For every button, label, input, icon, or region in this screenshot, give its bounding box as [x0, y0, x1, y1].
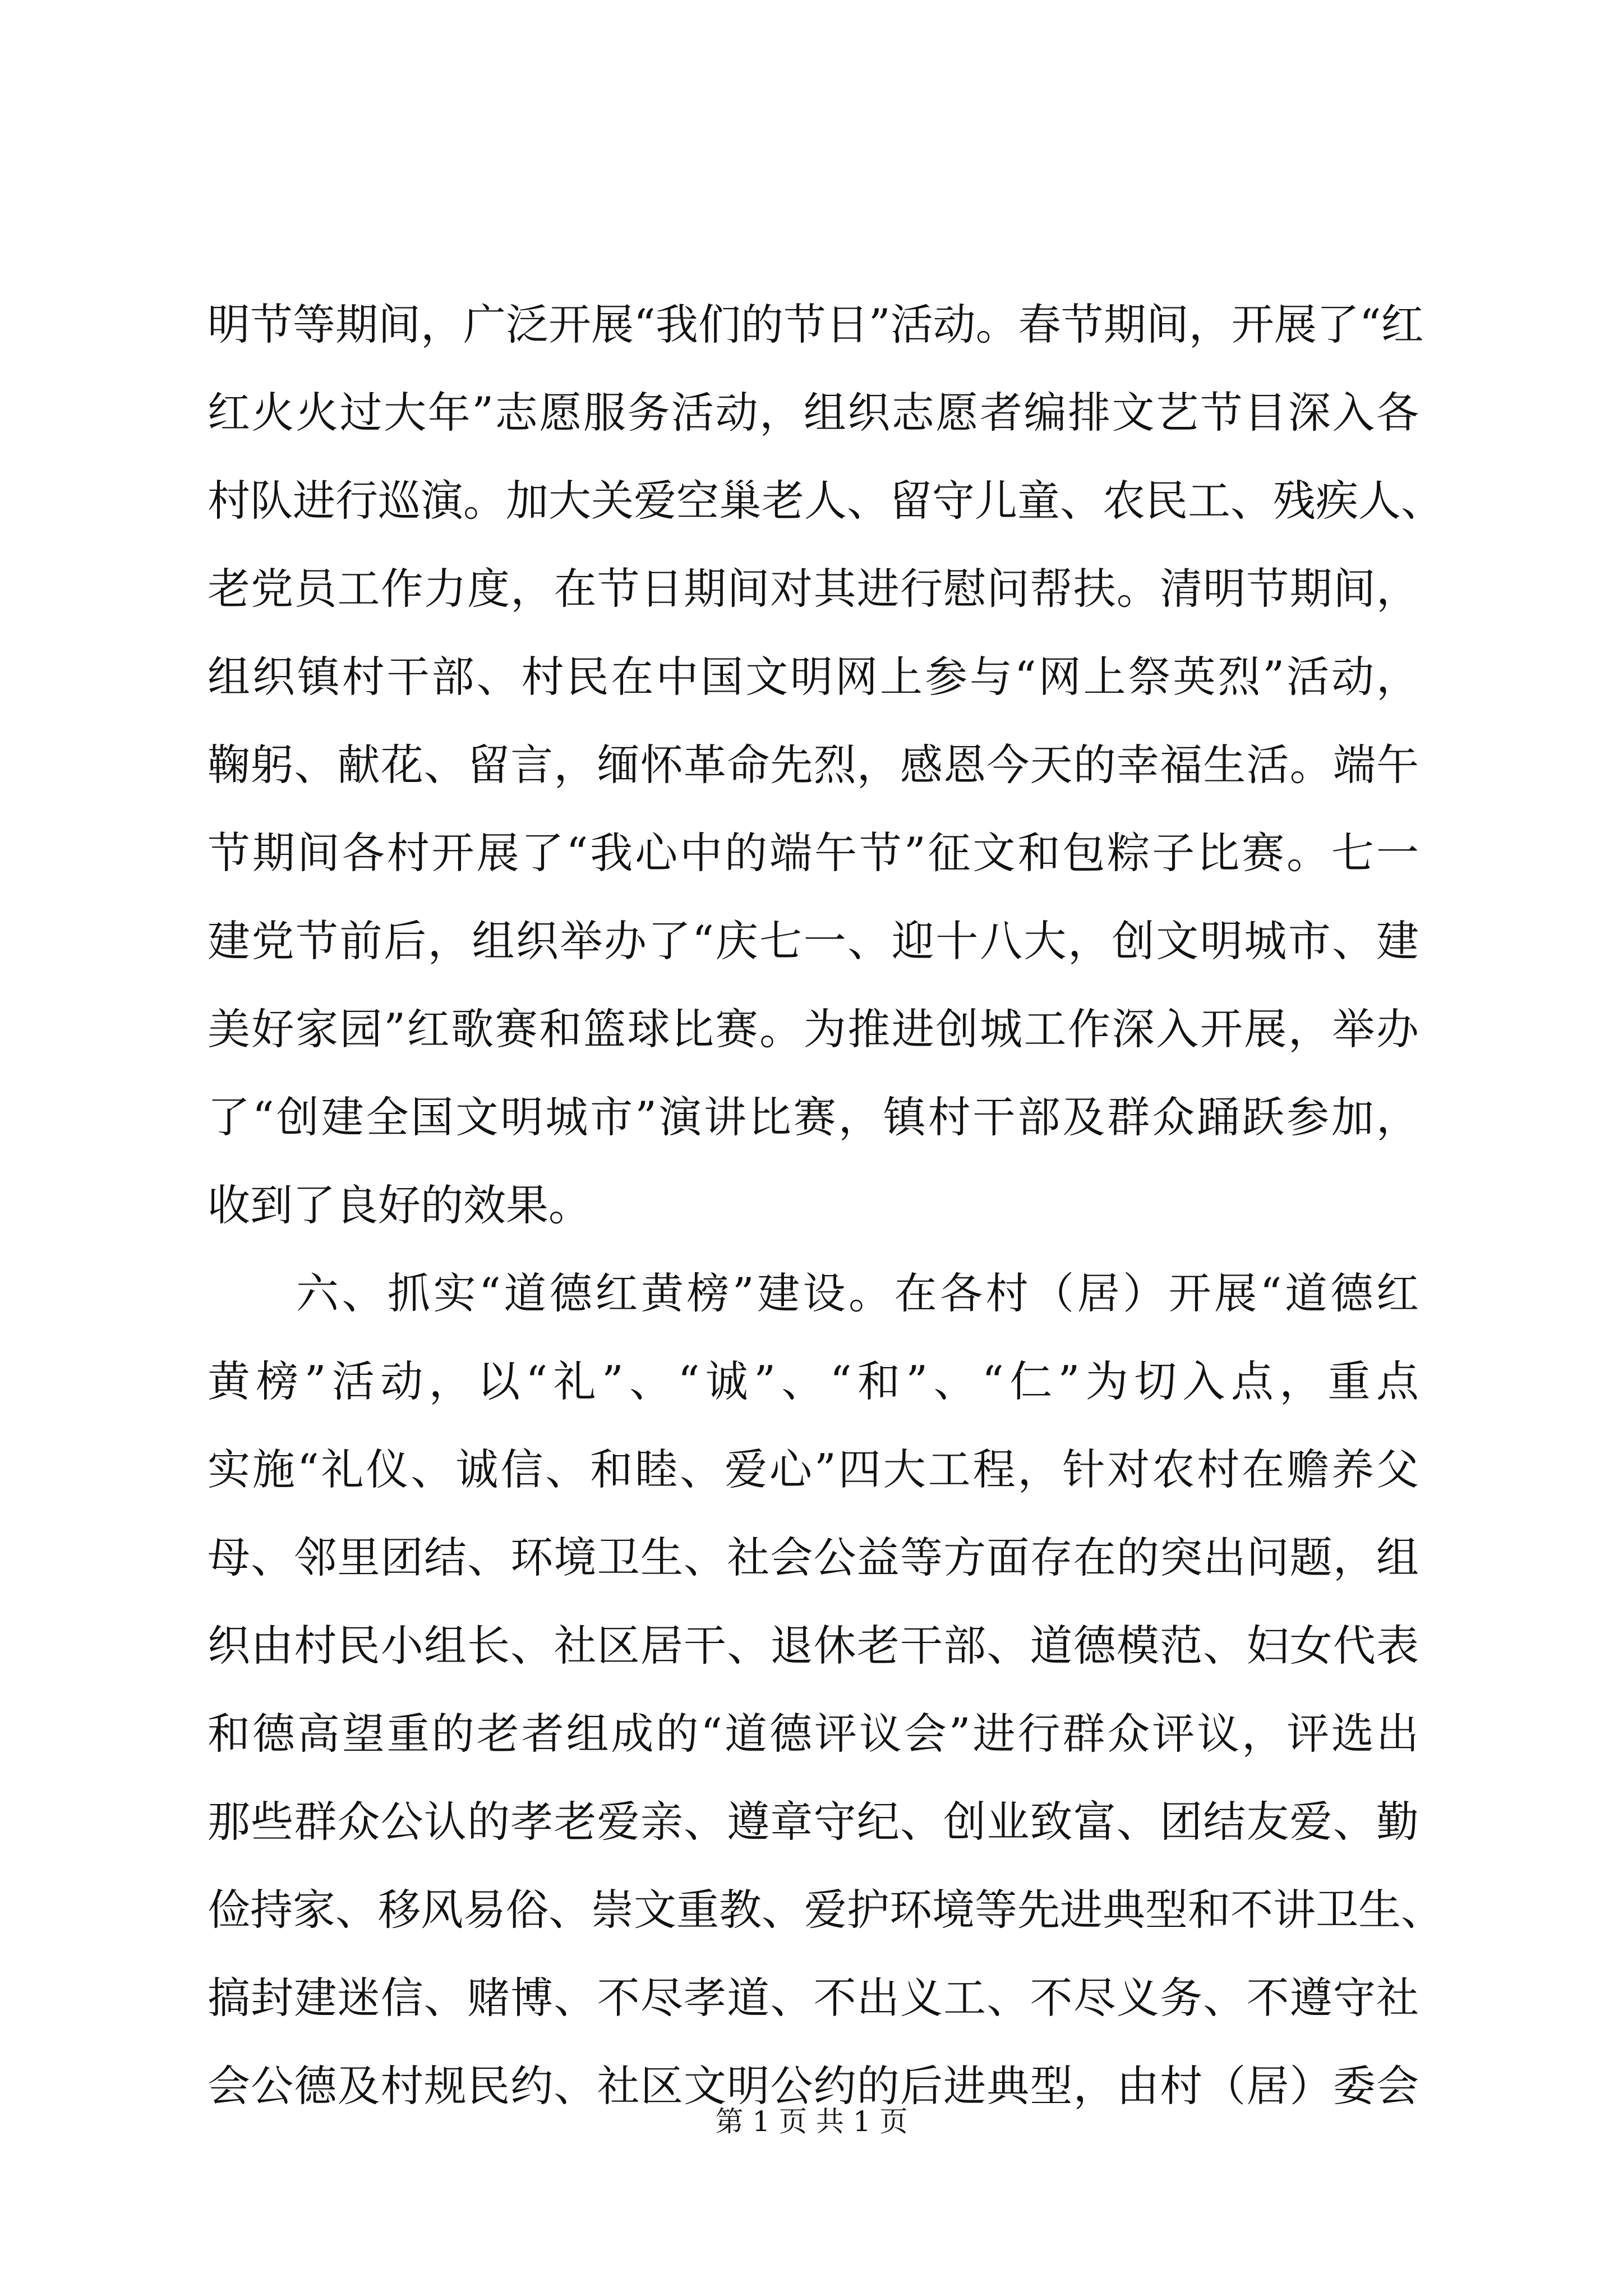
text-line: 会公德及村规民约、社区文明公约的后进典型，由村（居）委会 — [208, 2061, 1419, 2111]
text-line: 老党员工作力度，在节日期间对其进行慰问帮扶。清明节期间， — [208, 564, 1419, 614]
text-line: 六、抓实“道德红黄榜”建设。在各村（居）开展“道德红 — [296, 1268, 1419, 1318]
text-line: 实施“礼仪、诚信、和睦、爱心”四大工程，针对农村在赡养父 — [208, 1444, 1419, 1494]
text-line: 俭持家、移风易俗、崇文重教、爱护环境等先进典型和不讲卫生、 — [208, 1885, 1444, 1935]
text-line: 黄榜”活动，以“礼”、“诚”、“和”、“仁”为切入点，重点 — [208, 1356, 1419, 1406]
paragraph — [208, 1249, 1444, 2130]
text-line: 母、邻里团结、环境卫生、社会公益等方面存在的突出问题，组 — [208, 1533, 1419, 1582]
text-line: 美好家园”红歌赛和篮球比赛。为推进创城工作深入开展，举办 — [208, 1004, 1419, 1054]
text-line: 组织镇村干部、村民在中国文明网上参与“网上祭英烈”活动， — [208, 652, 1419, 702]
text-line: 节期间各村开展了“我心中的端午节”征文和包粽子比赛。七一 — [208, 828, 1419, 878]
text-line: 织由村民小组长、社区居干、退休老干部、道德模范、妇女代表 — [208, 1621, 1419, 1671]
page-footer: 第 1 页 共 1 页 — [715, 2105, 908, 2138]
text-line: 收到了良好的效果。 — [208, 1180, 591, 1230]
text-line: 建党节前后，组织举办了“庆七一、迎十八大，创文明城市、建 — [208, 916, 1419, 966]
text-line: 了“创建全国文明城市”演讲比赛，镇村干部及群众踊跃参加， — [208, 1092, 1419, 1142]
text-line: 搞封建迷信、赌博、不尽孝道、不出义工、不尽义务、不遵守社 — [208, 1973, 1419, 2023]
text-line: 和德高望重的老者组成的“道德评议会”进行群众评议，评选出 — [208, 1709, 1419, 1759]
paragraph — [208, 280, 1444, 1249]
text-line: 那些群众公认的孝老爱亲、遵章守纪、创业致富、团结友爱、勤 — [208, 1797, 1419, 1847]
text-line: 村队进行巡演。加大关爱空巢老人、留守儿童、农民工、残疾人、 — [208, 476, 1444, 526]
text-line: 鞠躬、献花、留言，缅怀革命先烈，感恩今天的幸福生活。端午 — [208, 740, 1419, 790]
text-line: 红火火过大年”志愿服务活动，组织志愿者编排文艺节目深入各 — [208, 388, 1419, 438]
document-body — [208, 280, 1444, 2130]
text-line: 明节等期间，广泛开展“我们的节日”活动。春节期间，开展了“红 — [208, 300, 1424, 349]
